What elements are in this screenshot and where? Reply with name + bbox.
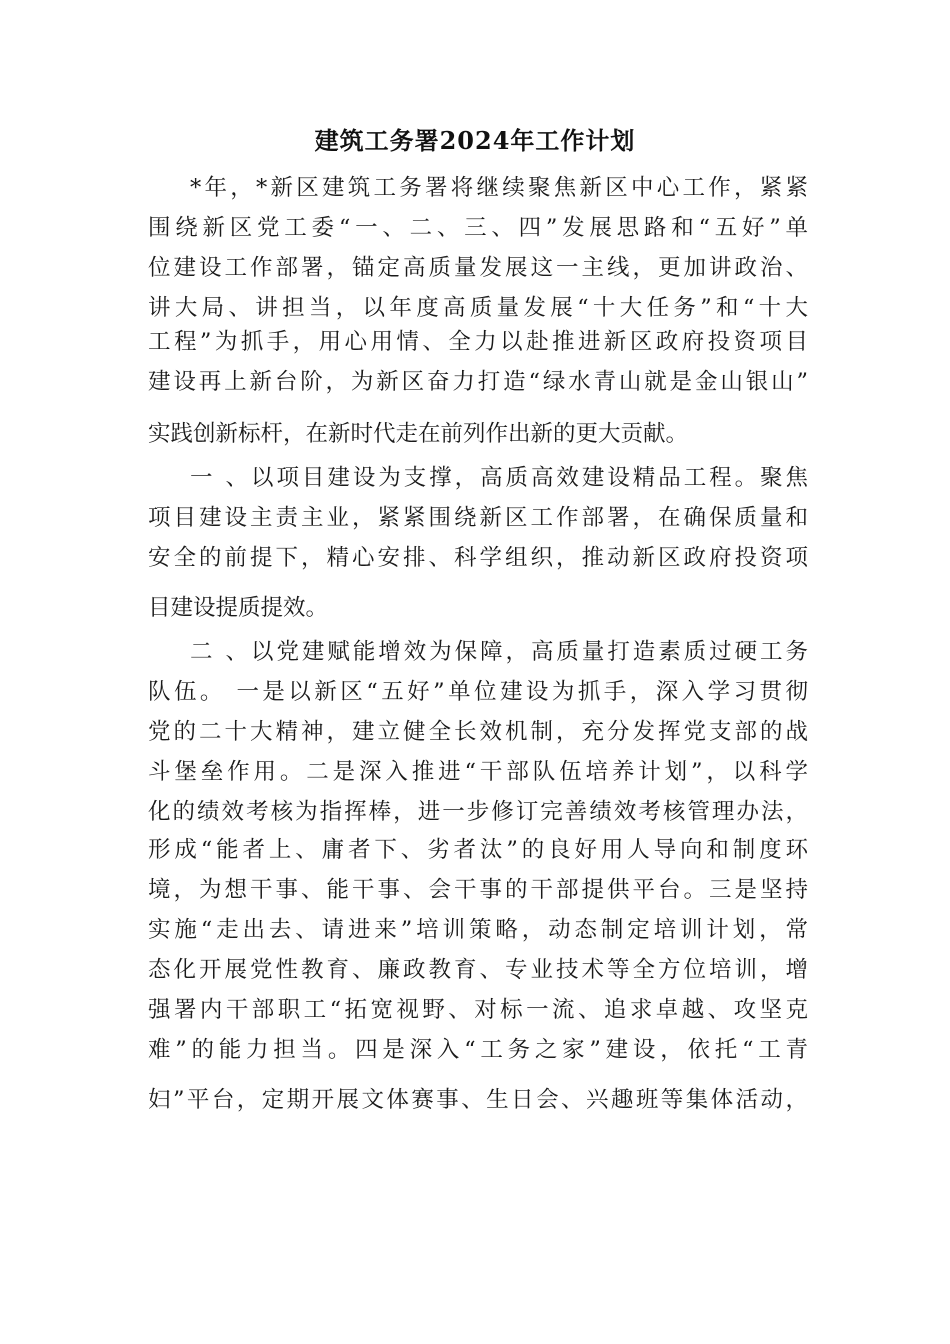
- paragraph-line: 讲大局、讲担当，以年度高质量发展“十大任务”和“十大: [148, 295, 808, 321]
- paragraph-line: 态化开展党性教育、廉政教育、专业技术等全方位培训，增: [148, 957, 808, 983]
- paragraph-line: 妇”平台，定期开展文体赛事、生日会、兴趣班等集体活动，: [148, 1087, 808, 1113]
- paragraph-line: 斗堡垒作用。二是深入推进“干部队伍培养计划”，以科学: [148, 759, 808, 785]
- paragraph-line: 实施“走出去、请进来”培训策略，动态制定培训计划，常: [148, 917, 808, 943]
- paragraph-line: 位建设工作部署，锚定高质量发展这一主线，更加讲政治、: [148, 255, 808, 281]
- paragraph-line: 安全的前提下，精心安排、科学组织，推动新区政府投资项: [148, 545, 808, 571]
- paragraph-line: 境，为想干事、能干事、会干事的干部提供平台。三是坚持: [148, 877, 808, 903]
- paragraph-line: 实践创新标杆，在新时代走在前列作出新的更大贡献。: [148, 421, 689, 447]
- document-title: 建筑工务署2024年工作计划: [314, 126, 636, 155]
- paragraph-line: 强署内干部职工“拓宽视野、对标一流、追求卓越、攻坚克: [148, 997, 808, 1023]
- paragraph-line: 项目建设主责主业，紧紧围绕新区工作部署，在确保质量和: [148, 505, 808, 531]
- paragraph-line: 一 、以项目建设为支撑，高质高效建设精品工程。聚焦: [190, 465, 808, 491]
- paragraph-line: 二 、以党建赋能增效为保障，高质量打造素质过硬工务: [190, 639, 808, 665]
- paragraph-line: 难”的能力担当。四是深入“工务之家”建设，依托“工青: [148, 1037, 808, 1063]
- paragraph-line: 建设再上新台阶，为新区奋力打造“绿水青山就是金山银山”: [148, 369, 808, 395]
- paragraph-line: 党的二十大精神，建立健全长效机制，充分发挥党支部的战: [148, 719, 808, 745]
- paragraph-line: *年，*新区建筑工务署将继续聚焦新区中心工作，紧紧: [190, 175, 808, 201]
- paragraph-line: 目建设提质提效。: [148, 595, 329, 621]
- paragraph-line: 形成“能者上、庸者下、劣者汰”的良好用人导向和制度环: [148, 837, 808, 863]
- paragraph-line: 围绕新区党工委“一、二、三、四”发展思路和“五好”单: [148, 215, 808, 241]
- paragraph-line: 化的绩效考核为指挥棒，进一步修订完善绩效考核管理办法，: [148, 799, 808, 825]
- paragraph-line: 队伍。 一是以新区“五好”单位建设为抓手，深入学习贯彻: [148, 679, 808, 705]
- paragraph-line: 工程”为抓手，用心用情、全力以赴推进新区政府投资项目: [148, 329, 808, 355]
